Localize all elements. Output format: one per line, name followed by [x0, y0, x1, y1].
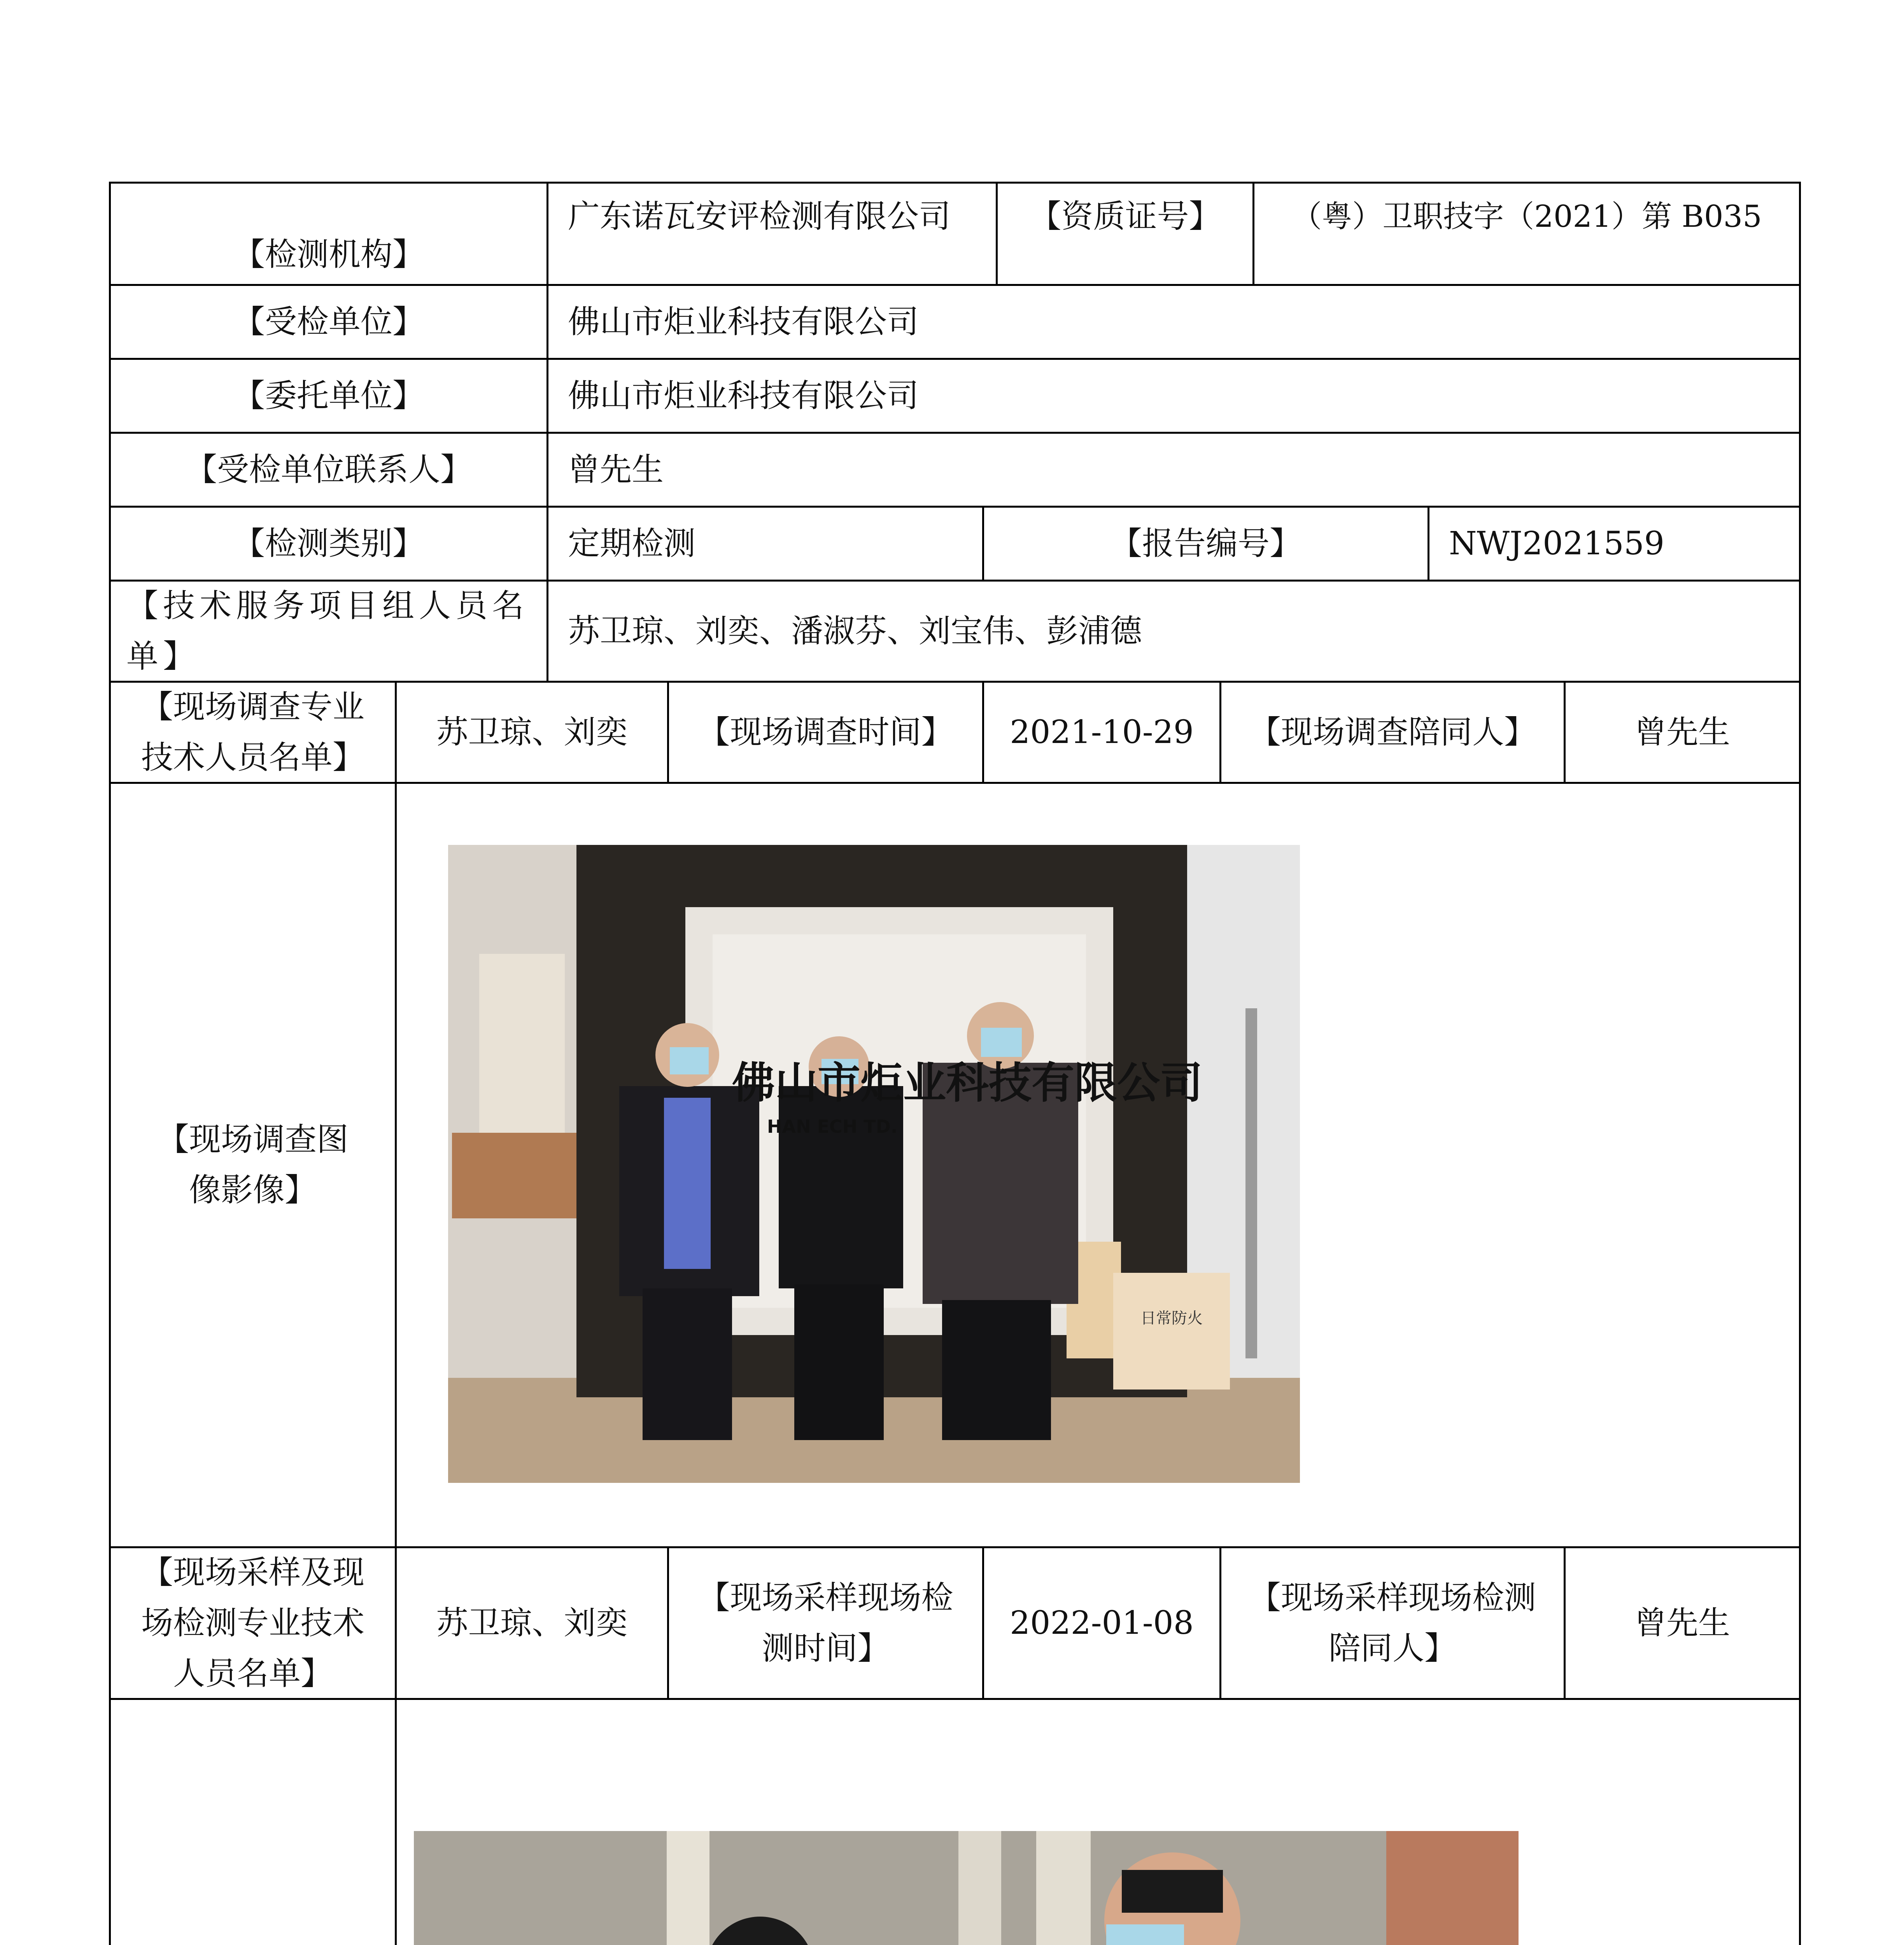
survey-image-label: 【现场调查图像影像】: [157, 1121, 349, 1209]
sampling-time-value: 2022-01-08: [1010, 1604, 1194, 1642]
sampling-companion-label: 【现场采样现场检测陪同人】: [1249, 1579, 1536, 1667]
inspected-label: 【受检单位】: [233, 303, 424, 340]
survey-staff-value: 苏卫琼、刘奕: [436, 713, 628, 751]
survey-sign-sub: HAN ECH TD.: [767, 1116, 898, 1137]
sampling-photo: [414, 1831, 1519, 1945]
qual-label: 【资质证号】: [1029, 198, 1221, 235]
survey-time-label: 【现场调查时间】: [698, 713, 953, 751]
type-label: 【检测类别】: [233, 525, 424, 562]
survey-sign-text: 佛山市炬业科技有限公司: [732, 1058, 1203, 1108]
contact-value: 曾先生: [568, 451, 664, 488]
sampling-time-label: 【现场采样现场检测时间】: [698, 1579, 953, 1667]
survey-companion-label: 【现场调查陪同人】: [1249, 713, 1536, 751]
org-label: 【检测机构】: [233, 236, 424, 273]
team-label: 【技术服务项目组人员名单】: [126, 587, 529, 675]
contact-label: 【受检单位联系人】: [185, 451, 472, 488]
client-value: 佛山市炬业科技有限公司: [568, 377, 919, 414]
type-value: 定期检测: [568, 525, 696, 562]
inspection-info-table: [109, 182, 1801, 1945]
survey-companion-value: 曾先生: [1634, 713, 1730, 751]
client-label: 【委托单位】: [233, 377, 424, 414]
qual-value: （粤）卫职技字（2021）第 B035: [1291, 199, 1762, 234]
col-divider: [395, 681, 397, 1945]
survey-staff-label: 【现场调查专业技术人员名单】: [141, 688, 364, 776]
box-label: 日常防火: [1140, 1309, 1203, 1327]
sampling-image-label: [142, 1700, 364, 1945]
survey-time-value: 2021-10-29: [1010, 713, 1194, 751]
inspected-value: 佛山市炬业科技有限公司: [568, 303, 919, 340]
team-value: 苏卫琼、刘奕、潘淑芬、刘宝伟、彭浦德: [568, 612, 1142, 650]
sampling-staff-value: 苏卫琼、刘奕: [436, 1604, 628, 1642]
survey-photo: [448, 845, 1300, 1483]
org-value: 广东诺瓦安评检测有限公司: [568, 198, 951, 235]
sampling-companion-value: 曾先生: [1634, 1604, 1730, 1642]
sampling-staff-label: 【现场采样及现场检测专业技术人员名单】: [141, 1554, 364, 1692]
report-label: 【报告编号】: [1110, 525, 1301, 562]
report-value: NWJ2021559: [1449, 525, 1665, 562]
